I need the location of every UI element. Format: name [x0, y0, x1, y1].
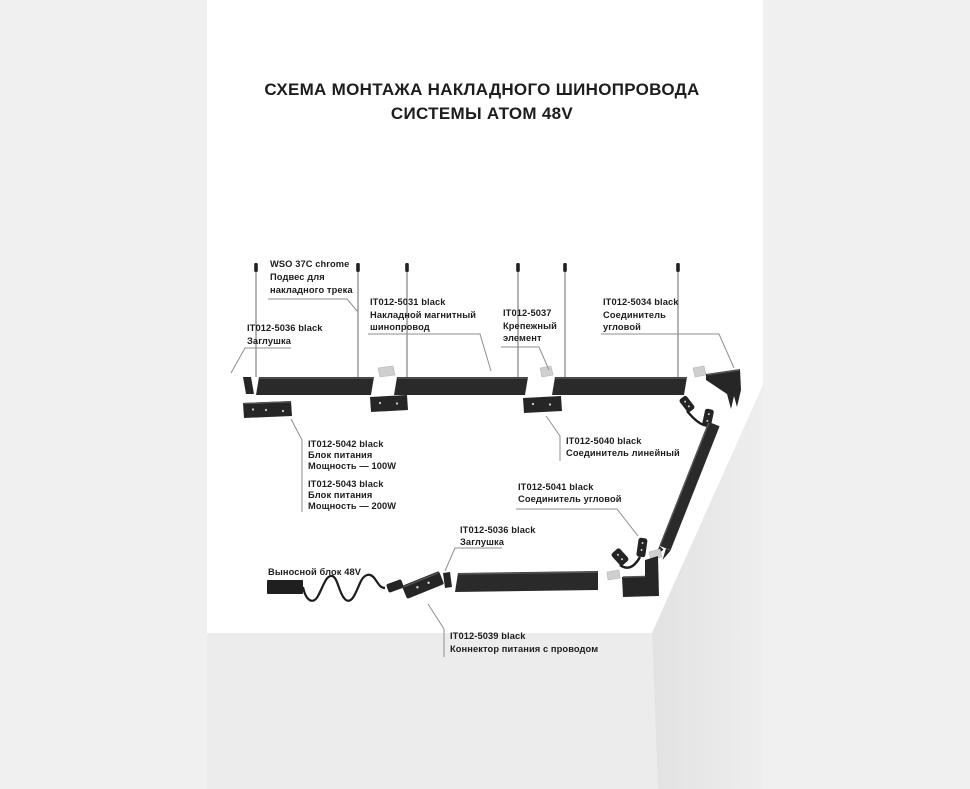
- label-flex-corner-line2: Соединитель угловой: [518, 494, 622, 504]
- mounting-bracket: [607, 570, 620, 580]
- label-suspension-line2: Подвес для: [270, 272, 325, 282]
- track-segment-1: [256, 377, 374, 395]
- label-psu-100-line2: Блок питания: [308, 450, 373, 460]
- power-supply-unit: [243, 401, 292, 418]
- label-mount-line2: Крепежный: [503, 321, 557, 331]
- mounting-bracket: [378, 366, 395, 377]
- label-feed-connector-line2: Коннектор питания с проводом: [450, 644, 599, 654]
- linear-connector: [370, 395, 408, 412]
- mounting-bracket: [540, 366, 553, 377]
- label-track-line3: шинопровод: [370, 322, 430, 332]
- remote-power-block: [267, 580, 303, 594]
- label-end-cap-bottom-line2: Заглушка: [460, 537, 504, 547]
- track-segment-3: [552, 377, 687, 395]
- label-end-cap-top-line2: Заглушка: [247, 336, 291, 346]
- label-end-cap-bottom-line1: IT012-5036 black: [460, 525, 536, 535]
- label-linear-joint-line1: IT012-5040 black: [566, 436, 642, 446]
- label-mount-line1: IT012-5037: [503, 308, 552, 318]
- track-segment-bottom: [455, 571, 598, 592]
- label-remote-block: [268, 567, 362, 577]
- label-suspension-line3: накладного трека: [270, 285, 353, 295]
- label-track-line1: IT012-5031 black: [370, 297, 446, 307]
- label-flex-corner-line1: IT012-5041 black: [518, 482, 594, 492]
- mounting-bracket: [693, 366, 706, 377]
- label-psu-200-line1: IT012-5043 black: [308, 479, 384, 489]
- page-title-line2: СИСТЕМЫ АТОМ 48V: [390, 104, 574, 123]
- label-corner-joint-line2: Соединитель: [603, 310, 666, 320]
- label-mount-line3: элемент: [503, 333, 542, 343]
- label-psu-100-line3: Мощность — 100W: [308, 461, 397, 471]
- label-psu-100-line1: IT012-5042 black: [308, 439, 384, 449]
- track-segment-2: [394, 377, 528, 395]
- floor-surface: [207, 633, 658, 789]
- label-suspension-line1: WSO 37C chrome: [270, 259, 350, 269]
- label-remote-block-line1: Выносной блок 48V: [268, 567, 362, 577]
- corner-connector-bottom-edge: [623, 576, 645, 577]
- label-end-cap-top-line1: IT012-5036 black: [247, 323, 323, 333]
- label-corner-joint-line1: IT012-5034 black: [603, 297, 679, 307]
- page-title-line1: СХЕМА МОНТАЖА НАКЛАДНОГО ШИНОПРОВОДА: [264, 80, 700, 99]
- label-linear-joint-line2: Соединитель линейный: [566, 448, 680, 458]
- label-feed-connector-line1: IT012-5039 black: [450, 631, 526, 641]
- label-psu-200-line2: Блок питания: [308, 490, 373, 500]
- label-track-line2: Накладной магнитный: [370, 310, 477, 320]
- linear-connector: [523, 396, 562, 413]
- label-psu-200-line3: Мощность — 200W: [308, 501, 397, 511]
- label-corner-joint-line3: угловой: [603, 322, 641, 332]
